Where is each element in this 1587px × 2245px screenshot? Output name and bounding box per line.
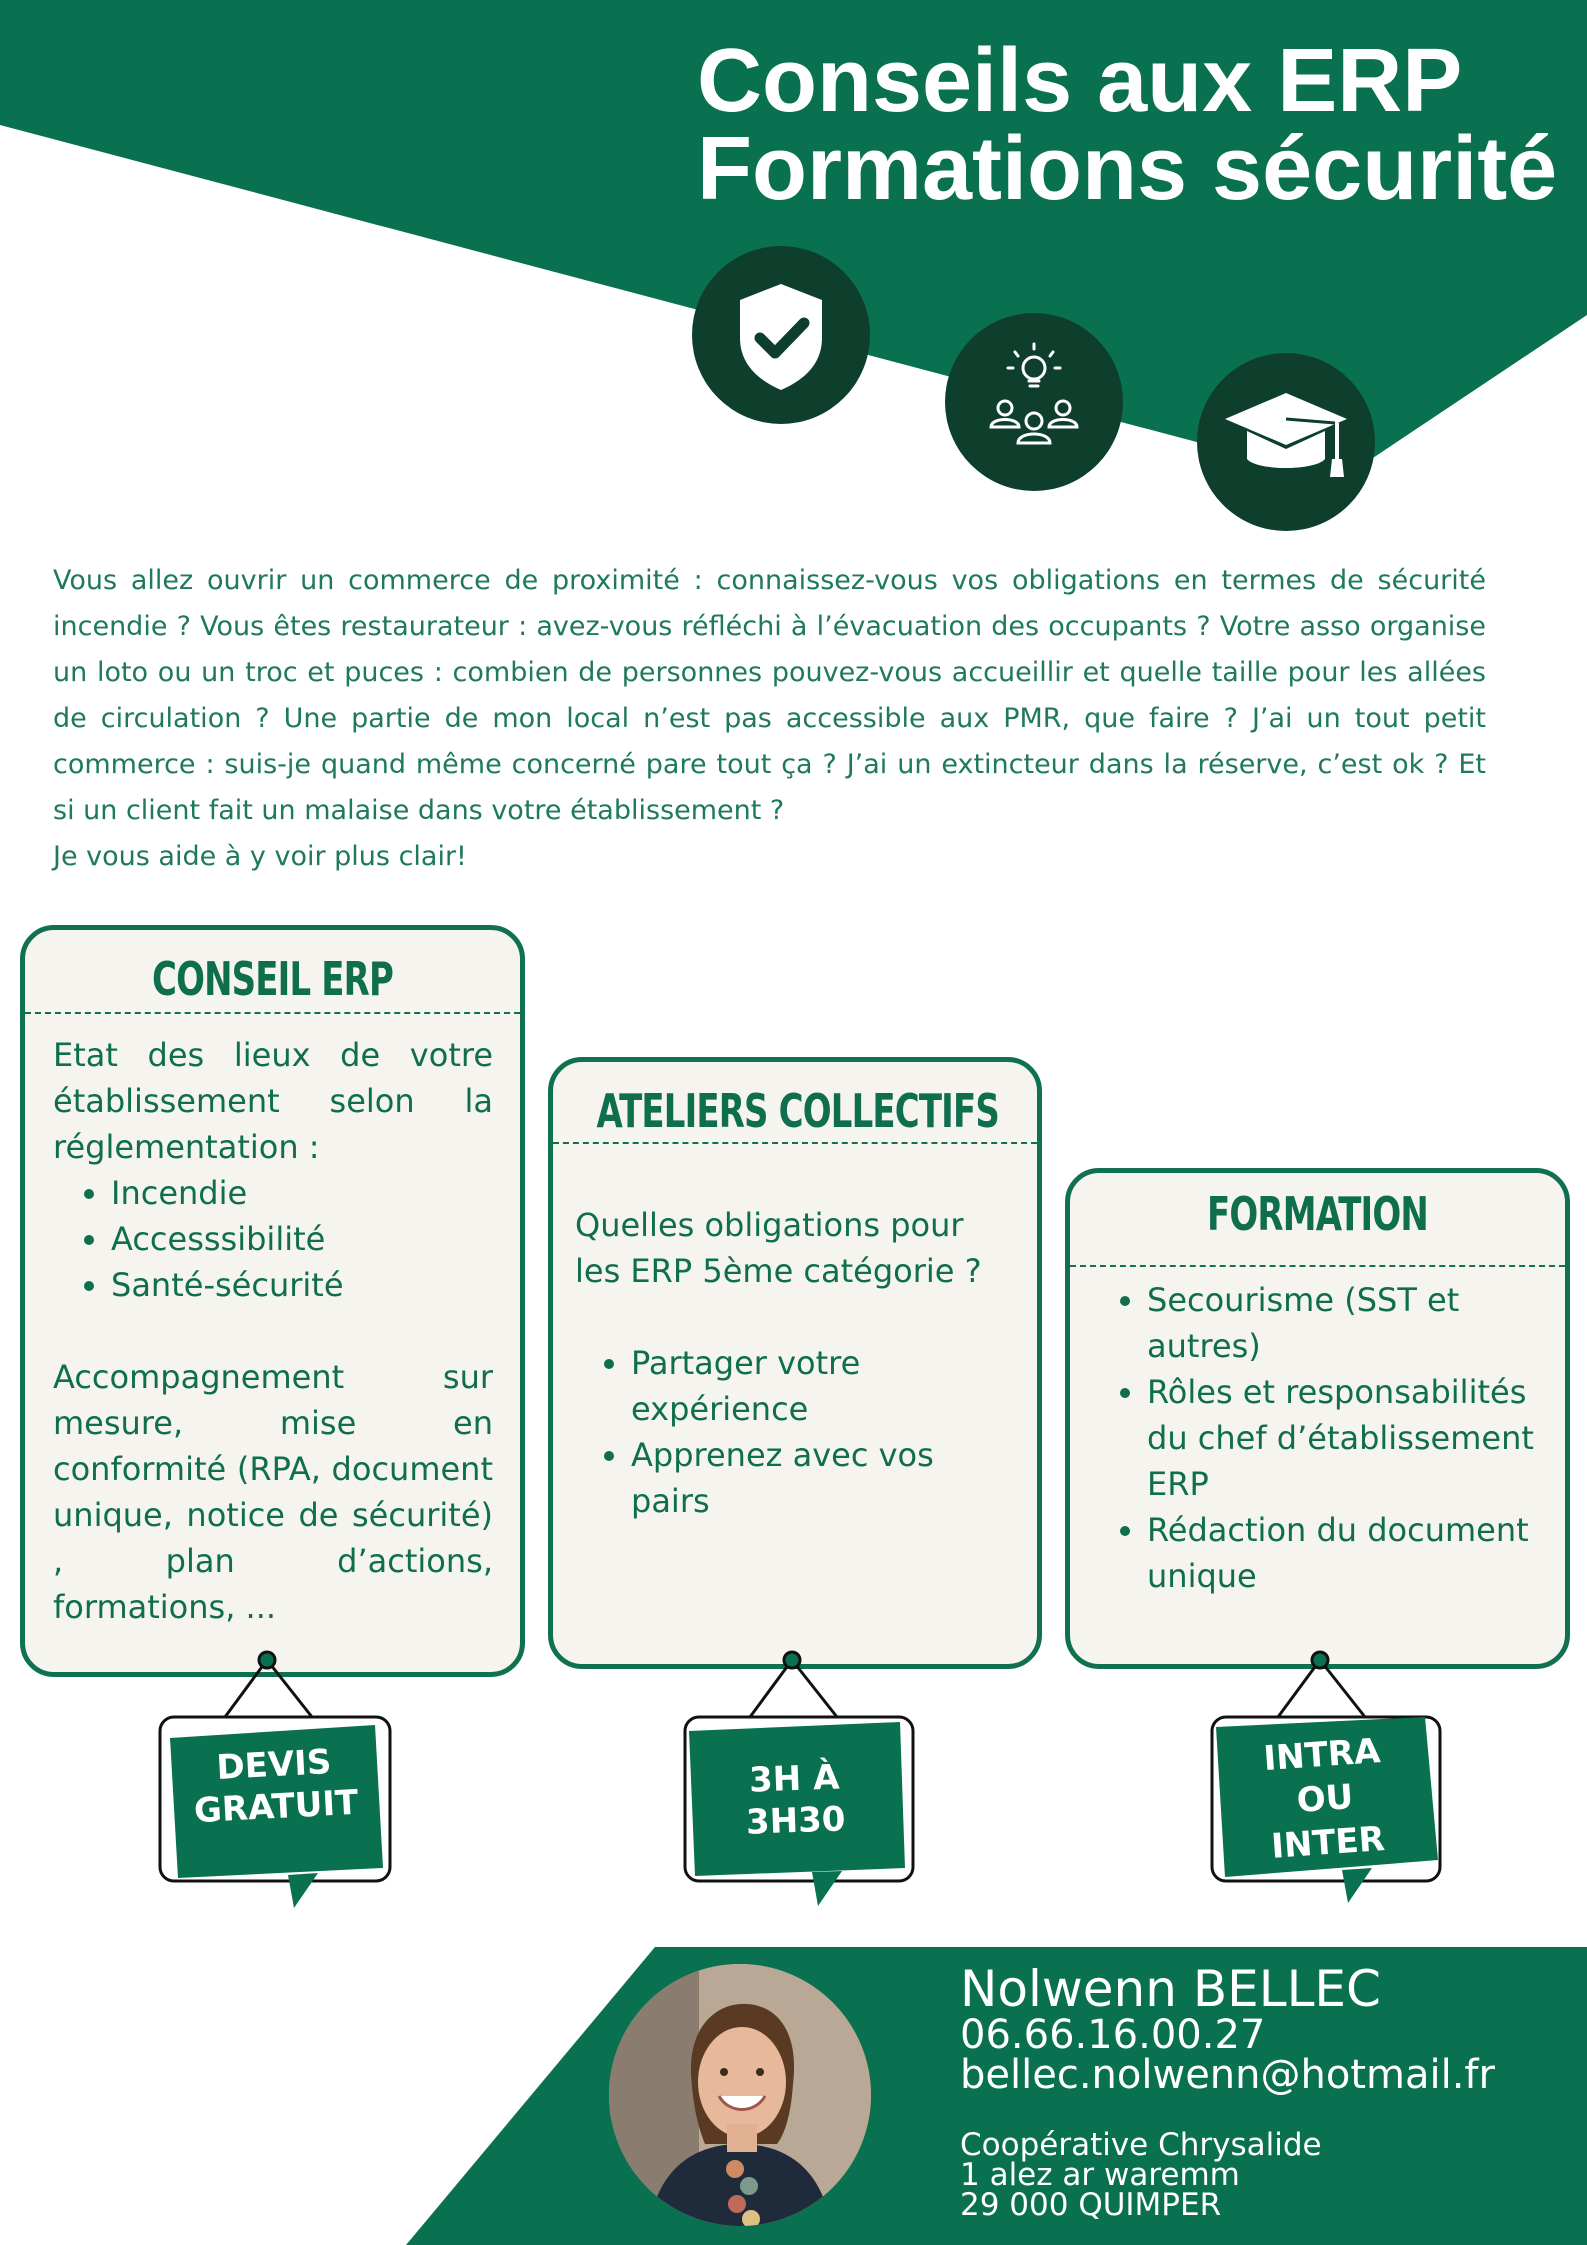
tag-intra-line3: INTER bbox=[1269, 1818, 1387, 1867]
avatar bbox=[609, 1964, 871, 2226]
list-item: • Apprenez avec vos pairs bbox=[631, 1432, 1015, 1524]
tag-intra-inter bbox=[1236, 1727, 1415, 1871]
tag-intra-line1: INTRA bbox=[1262, 1731, 1382, 1780]
contact-phone[interactable]: 06.66.16.00.27 bbox=[960, 2012, 1266, 2058]
tag-devis-gratuit: DEVIS GRATUIT bbox=[192, 1742, 360, 1832]
card-outro-conseil: Accompagnement sur mesure, mise en conformité (RPA, document unique, notice de sécurité) , plan d’actions, formations, ... bbox=[53, 1358, 493, 1626]
contact-name: Nolwenn BELLEC bbox=[960, 1960, 1381, 2018]
intro-paragraph: Vous allez ouvrir un commerce de proximité : connaissez-vous vos obligations en termes de sécurité incendie ? Vous êtes restaurateur : avez-vous réfléchi à l’évacuation des occupants ? Votre asso organise un loto ou un troc et puces : combien de personnes pouvez-vous accueillir et quelle taille pour les allées de circulation ? Une partie de mon local n’est pas accessible aux PMR, que faire ? J’ai un tout petit commerce : suis-je quand même concerné pare tout ça ? J’ai un extincteur dans la réserve, c’est ok ? Et si un client fait un malaise dans votre établissement ? bbox=[53, 565, 1486, 826]
list-item: • Accesssibilité bbox=[111, 1216, 493, 1262]
intro-closing: Je vous aide à y voir plus clair! bbox=[53, 841, 467, 872]
list-item: • Santé-sécurité bbox=[111, 1262, 493, 1308]
list-item: • Rédaction du document unique bbox=[1147, 1507, 1540, 1599]
contact-email[interactable]: bellec.nolwenn@hotmail.fr bbox=[960, 2052, 1495, 2098]
tag-duree: 3H À 3H30 bbox=[745, 1757, 847, 1843]
list-item: • Partager votre expérience bbox=[631, 1340, 1015, 1432]
card-title-formation: FORMATION bbox=[1207, 1187, 1428, 1241]
page-title-line2: Formations sécurité bbox=[697, 119, 1558, 219]
card-title-ateliers: ATELIERS COLLECTIFS bbox=[596, 1084, 999, 1138]
page-title-line1: Conseils aux ERP bbox=[697, 31, 1463, 131]
card-intro-conseil: Etat des lieux de votre établissement selon la réglementation : bbox=[53, 1036, 493, 1166]
list-item: • Incendie bbox=[111, 1170, 493, 1216]
address-city: 29 000 QUIMPER bbox=[960, 2187, 1222, 2223]
list-item: • Secourisme (SST et autres) bbox=[1147, 1277, 1540, 1369]
address-org: Coopérative Chrysalide bbox=[960, 2127, 1322, 2163]
tag-intra-line2: OU bbox=[1295, 1777, 1355, 1821]
address-street: 1 alez ar waremm bbox=[960, 2157, 1240, 2193]
card-intro-ateliers: Quelles obligations pour les ERP 5ème catégorie ? bbox=[575, 1206, 982, 1290]
list-item: • Rôles et responsabilités du chef d’établissement ERP bbox=[1147, 1369, 1540, 1507]
card-title-conseil: CONSEIL ERP bbox=[151, 952, 393, 1006]
